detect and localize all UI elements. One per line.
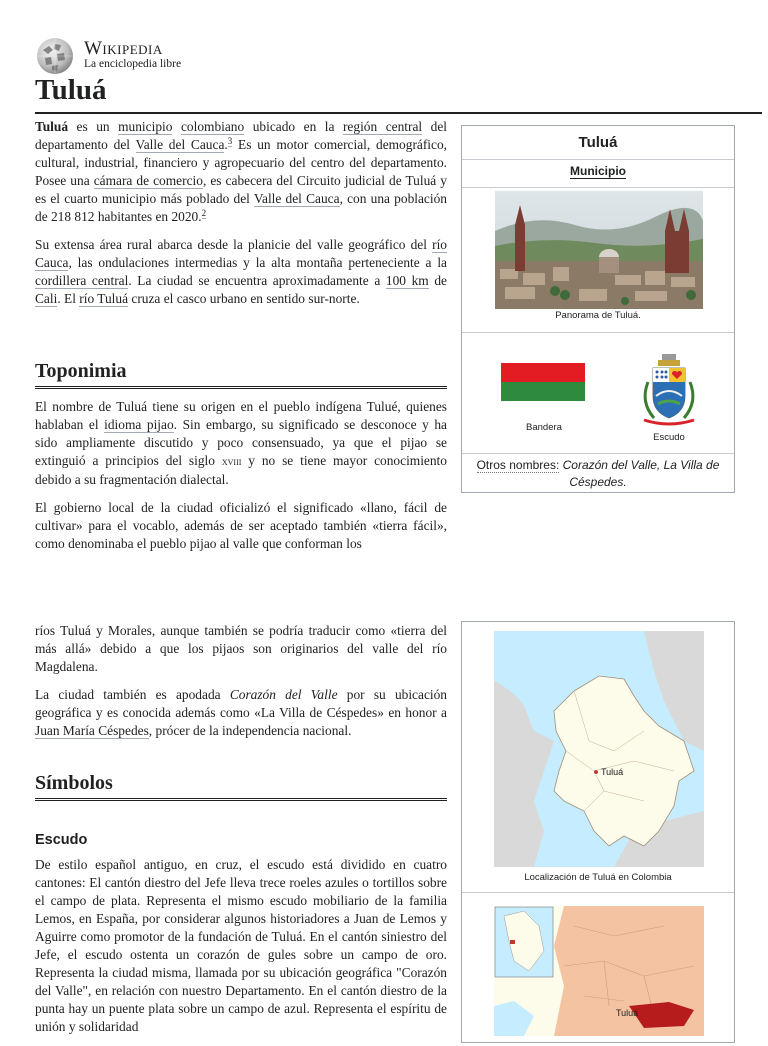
shield-caption: Escudo xyxy=(653,432,685,443)
valle-del-cauca-map[interactable] xyxy=(494,906,704,1036)
map-label-tulua: Tuluá xyxy=(601,767,624,777)
text: es un xyxy=(68,119,119,134)
link-municipio[interactable]: municipio xyxy=(118,119,173,134)
panorama-image[interactable] xyxy=(495,191,703,309)
text: , es cabecera del Circuito judicial de Tuluá y es el cuarto municipio más poblado del xyxy=(35,173,447,206)
reference-2[interactable]: 2 xyxy=(201,207,207,218)
text: , con una población de 218 812 habitantes en 2020. xyxy=(35,191,447,224)
link-colombiano[interactable]: colombiano xyxy=(180,119,245,134)
text: y no se tiene mayor conocimiento debido a su fragmentación dialectal. xyxy=(35,453,447,487)
text: , las ondulaciones intermedias y la alta montaña perteneciente a la xyxy=(68,255,447,270)
text: . El xyxy=(57,291,80,306)
text xyxy=(172,119,181,134)
text: , prócer de la independencia nacional. xyxy=(148,723,352,738)
toponimia-paragraph-3: ríos Tuluá y Morales, aunque también se podría traducir como «tierra del más allá» debido a que los pijaos son originarios del valle del río Magdalena. xyxy=(35,623,447,674)
text: La ciudad también es apodada xyxy=(35,687,230,702)
link-rio-cauca[interactable]: río Cauca xyxy=(35,237,447,270)
text: cruza el casco urbano en sentido sur-norte. xyxy=(128,291,360,306)
nickname: Corazón del Valle xyxy=(229,687,338,702)
divider xyxy=(462,332,734,333)
other-names-row xyxy=(468,457,728,491)
heading-escudo: Escudo xyxy=(35,832,88,848)
toponimia-paragraph-4 xyxy=(35,686,447,740)
text: de xyxy=(428,273,447,288)
divider xyxy=(462,453,734,454)
divider xyxy=(462,892,734,893)
text: El nombre de Tuluá tiene su origen en el pueblo indígena Tulué, quienes hablaban el xyxy=(35,399,447,432)
wikipedia-logo[interactable] xyxy=(35,36,235,76)
flag-caption: Bandera xyxy=(526,422,562,433)
toponimia-paragraph-1 xyxy=(35,398,447,489)
link-valle-del-cauca[interactable]: Valle del Cauca xyxy=(135,137,225,152)
panorama-caption: Panorama de Tuluá. xyxy=(555,310,641,321)
link-cordillera-central[interactable]: cordillera central xyxy=(35,273,129,288)
text: Su extensa área rural abarca desde la planicie del valle geográfico del xyxy=(35,237,433,252)
other-names-label[interactable]: Otros nombres: xyxy=(476,458,560,472)
heading-simbolos: Símbolos xyxy=(35,772,113,794)
reference-3[interactable]: 3 xyxy=(227,135,233,146)
escudo-paragraph: De estilo español antiguo, en cruz, el escudo está dividido en cuatro cantones: El cantón diestro del Jefe lleva trece roeles azules o tortillos sobre el campo de plata. Representa el mismo escudo mobiliario de la familia Lemos, en España, por considerar algunos historiadores a Juan de Lemos y Aguirre como promotor de la fundación de Tuluá. En el cantón siniestro del Jefe, el escudo ostenta un corazón de gules sobre un campo de oro. Representa la ciudad misma, llamada por su ubicación geográfica "Corazón del Valle", en relación con nuestro Departamento. En el cantón diestro de la punta hay un puente plata sobre un campo de azul. Representa el espíritu de unión y solidaridad xyxy=(35,857,447,1034)
page-title: Tuluá xyxy=(35,74,107,106)
text: ubicado en la xyxy=(244,119,343,134)
link-juan-maria-cespedes[interactable]: Juan María Céspedes xyxy=(35,723,149,738)
flag-stripe-green xyxy=(501,382,585,401)
infobox-subtitle[interactable] xyxy=(462,164,734,178)
link-rio-tulua[interactable]: río Tuluá xyxy=(79,291,129,306)
link-region-central[interactable]: región central xyxy=(342,119,423,134)
bold-term: Tuluá xyxy=(35,119,69,134)
wikipedia-globe-icon xyxy=(35,36,75,76)
other-names-value: Corazón del Valle, La Villa de Céspedes. xyxy=(562,458,720,489)
toponimia-continued xyxy=(35,622,447,750)
heading-toponimia: Toponimia xyxy=(35,360,127,382)
text: Es un motor comercial, demográfico, cultural, industrial, financiero y agropecuario del centro del departamento. Posee una xyxy=(35,137,448,188)
link-100-km[interactable]: 100 km xyxy=(385,273,429,288)
heading-rule xyxy=(35,386,447,389)
text: . La ciudad se encuentra aproximadamente a xyxy=(128,273,386,288)
tagline: La enciclopedia libre xyxy=(84,58,182,70)
toponimia-paragraph-2: El gobierno local de la ciudad oficializó el significado «llano, fácil de cultivar» para el vocablo, además de ser aceptado también «tierra fácil», como denominaba el pueblo pijao al valle que conforman los xyxy=(35,500,447,551)
link-cali[interactable]: Cali xyxy=(35,291,58,306)
flag-stripe-red xyxy=(501,363,585,382)
simbolos-section xyxy=(35,856,447,1046)
colombia-location-map[interactable] xyxy=(494,631,704,867)
divider xyxy=(462,187,734,188)
link-camara-de-comercio[interactable]: cámara de comercio xyxy=(93,173,203,188)
wordmark: Wikipedia xyxy=(84,38,163,59)
subtitle-link[interactable]: Municipio xyxy=(570,164,626,178)
map2-label-tulua: Tuluá xyxy=(616,1008,639,1018)
text: por su ubicación geográfica y es conocida además como «La Villa de Céspedes» en honor a xyxy=(35,687,447,720)
intro-paragraph-2 xyxy=(35,236,447,308)
intro-section xyxy=(35,118,447,318)
century-numeral: xviii xyxy=(221,456,242,468)
text: . Sin embargo, su significado se desconoce y ha sido ampliamente discutido y poco consensuado, ya que el pijao se extinguió a principios del siglo xyxy=(35,417,447,468)
text: del departamento del xyxy=(35,119,448,152)
map-caption: Localización de Tuluá en Colombia xyxy=(524,872,672,883)
location-map-box xyxy=(461,621,735,1043)
tulua-marker xyxy=(594,770,599,775)
divider xyxy=(462,159,734,160)
link-valle-del-cauca-2[interactable]: Valle del Cauca xyxy=(253,191,340,206)
toponimia-section xyxy=(35,398,447,563)
infobox-title: Tuluá xyxy=(578,134,618,151)
title-underline xyxy=(35,112,762,114)
heading-rule xyxy=(35,798,447,801)
coat-of-arms-image[interactable] xyxy=(636,352,702,428)
infobox xyxy=(461,125,735,493)
intro-paragraph-1: Tuluá es un municipio colombiano ubicado en la región central del departamento del Valle del Cauca.$^3$ Es un motor comercial, demográfico, cultural, industrial, financiero y agropecuario del centro del departamento. Posee una cámara de comercio, es cabecera del Circuito judicial de Tuluá y es el cuarto municipio más poblado del Valle del Cauca, con una población de 218 812 habitantes en 2020.$^2$ xyxy=(35,119,448,224)
link-idioma-pijao[interactable]: idioma pijao xyxy=(104,417,174,432)
flag-image[interactable] xyxy=(501,363,585,401)
